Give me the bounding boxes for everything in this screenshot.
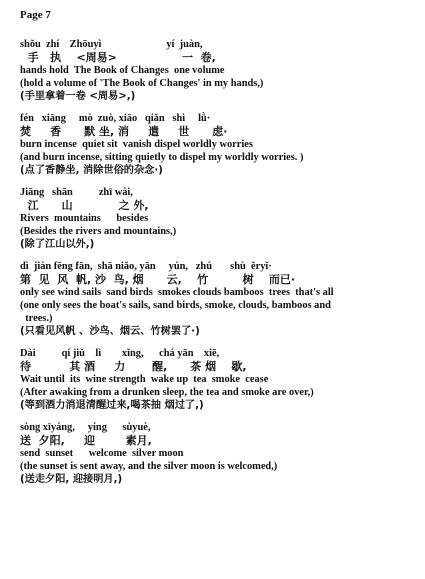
- hanzi-line: 送 夕阳, 迎 素月,: [20, 434, 152, 447]
- stanza-1: [20, 38, 415, 103]
- pinyin-line: Dài qí jiǔ lì xǐng, chá yān xiē,: [20, 348, 220, 359]
- pinyin-line: Jiāng shān zhī wài,: [20, 187, 133, 198]
- stanza-2: [20, 112, 415, 177]
- chinese-translation-line: (除了江山以外,): [20, 239, 95, 250]
- english-translation-line: (After awaking from a drunken sleep, the tea and smoke are over,): [20, 387, 314, 398]
- english-gloss-line: send sunset welcome silver moon: [20, 448, 184, 459]
- hanzi-line: 第 见 风 帆, 沙 鸟, 烟 云, 竹 树 而已·: [20, 273, 296, 286]
- english-translation-line: (hold a volume of 'The Book of Changes' in my hands,): [20, 78, 264, 89]
- hanzi-line: 待 其 酒 力 醒, 茶 烟 歇,: [20, 360, 247, 373]
- english-translation-line: (Besides the rivers and mountains,): [20, 226, 177, 237]
- stanza-4: [20, 260, 415, 338]
- pinyin-line: shǒu zhí Zhōuyì yí juàn,: [20, 39, 203, 50]
- hanzi-line: 焚 香 默 坐, 消 遣 世 虑·: [20, 125, 228, 138]
- hanzi-line: 江 山 之 外,: [20, 199, 149, 212]
- english-gloss-line: Wait until its wine strength wake up tea smoke cease: [20, 374, 269, 385]
- english-gloss-line: Rivers mountains besides: [20, 213, 149, 224]
- pinyin-line: dì jiàn fēng fān, shā niǎo, yān yún, zhú shù ěryǐ·: [20, 261, 272, 272]
- english-gloss-line: hands hold The Book of Changes one volume: [20, 65, 225, 76]
- english-translation-line: (the sunset is sent away, and the silver moon is welcomed,): [20, 461, 278, 472]
- english-gloss-line: only see wind sails sand birds smokes clouds bamboos trees that's all: [20, 287, 334, 298]
- chinese-translation-line: (送走夕阳, 迎接明月,): [20, 474, 123, 485]
- english-gloss-line: burn incense quiet sit vanish dispel worldly worries: [20, 139, 253, 150]
- stanza-3: [20, 186, 415, 251]
- hanzi-line: 手 执 <周易> 一 卷,: [20, 51, 216, 64]
- page-number: Page 7: [20, 9, 51, 21]
- chinese-translation-line: (手里拿着一卷 <周易>,): [20, 91, 136, 102]
- chinese-translation-line: (只看见风帆 、沙鸟、烟云、竹树罢了·): [20, 326, 200, 337]
- pinyin-line: fén xiāng mò zuò, xiāo qiǎn shì lǜ·: [20, 113, 211, 124]
- english-translation-line: (and burn incense, sitting quietly to dispel my worldly worries. ): [20, 152, 304, 163]
- chinese-translation-line: (等到酒力消退清醒过来,喝茶抽 烟过了,): [20, 400, 204, 411]
- chinese-translation-line: (点了香静坐, 消除世俗的杂念·): [20, 165, 163, 176]
- stanza-6: [20, 421, 415, 486]
- pinyin-line: sòng xīyáng, yíng sùyuè,: [20, 422, 151, 433]
- english-translation-line: (one only sees the boat's sails, sand birds, smoke, clouds, bamboos and trees.): [20, 300, 331, 324]
- stanza-5: [20, 347, 415, 412]
